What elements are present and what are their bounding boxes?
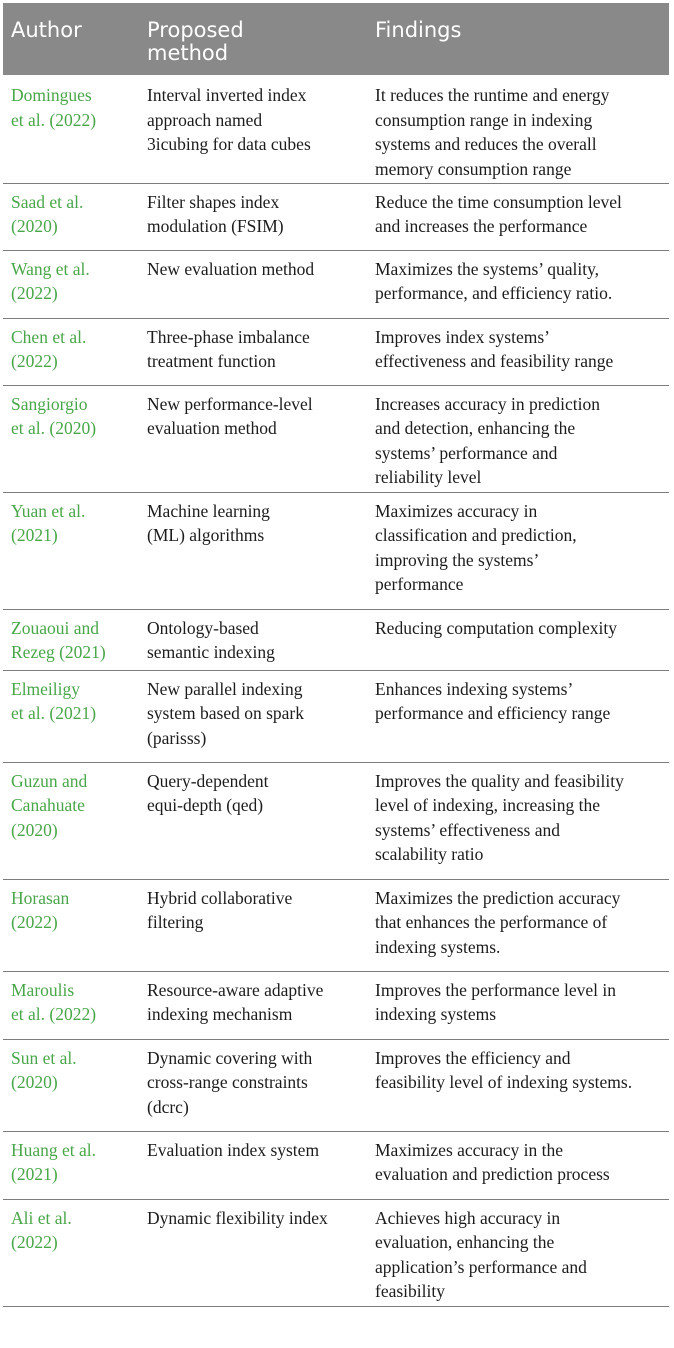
method-line: Hybrid collaborative bbox=[147, 887, 293, 908]
author-line: et al. (2021) bbox=[11, 703, 97, 723]
cell-findings bbox=[367, 385, 669, 492]
method-line: Dynamic covering with bbox=[147, 1047, 313, 1068]
cell-method bbox=[139, 609, 367, 670]
table-row bbox=[3, 1039, 669, 1131]
author-line: Chen et al. bbox=[11, 326, 87, 347]
findings-line: performance bbox=[375, 574, 464, 594]
cell-findings bbox=[367, 762, 669, 879]
table-row bbox=[3, 670, 669, 762]
author-line: (2021) bbox=[11, 1164, 58, 1184]
findings-line: Maximizes the prediction accuracy bbox=[375, 887, 621, 908]
method-line: treatment function bbox=[147, 351, 276, 371]
cell-findings bbox=[367, 183, 669, 250]
header-findings bbox=[367, 3, 669, 75]
header-row bbox=[3, 3, 669, 75]
cell-method bbox=[139, 1199, 367, 1306]
author-line: et al. (2022) bbox=[11, 1004, 97, 1024]
findings-line: and detection, enhancing the bbox=[375, 418, 576, 438]
cell-method bbox=[139, 670, 367, 762]
method-line: equi-depth (qed) bbox=[147, 795, 264, 815]
findings-line: Improves the performance level in bbox=[375, 979, 617, 1000]
findings-line: reliability level bbox=[375, 467, 482, 487]
findings-line: systems’ performance and bbox=[375, 442, 558, 463]
method-line: New evaluation method bbox=[147, 258, 315, 279]
method-line: (parisss) bbox=[147, 727, 207, 748]
method-line: system based on spark bbox=[147, 703, 304, 723]
method-line: Filter shapes index bbox=[147, 191, 280, 212]
cell-method bbox=[139, 762, 367, 879]
table-row bbox=[3, 1131, 669, 1199]
author-line: (2020) bbox=[11, 1072, 58, 1092]
table-row bbox=[3, 385, 669, 492]
table-row bbox=[3, 971, 669, 1039]
findings-line: indexing systems bbox=[375, 1004, 497, 1024]
table-row bbox=[3, 492, 669, 609]
method-line: cross-range constraints bbox=[147, 1072, 308, 1092]
method-line: evaluation method bbox=[147, 418, 277, 438]
table-row bbox=[3, 183, 669, 250]
table-row bbox=[3, 75, 669, 183]
cell-method bbox=[139, 75, 367, 183]
findings-line: systems and reduces the overall bbox=[375, 134, 597, 154]
author-line: Ali et al. bbox=[11, 1207, 72, 1228]
method-line: New parallel indexing bbox=[147, 678, 303, 699]
table-row bbox=[3, 318, 669, 385]
findings-line: Improves the efficiency and bbox=[375, 1047, 571, 1068]
author-line: et al. (2020) bbox=[11, 418, 97, 438]
author-line: Domingues bbox=[11, 85, 92, 105]
findings-line: evaluation, enhancing the bbox=[375, 1232, 555, 1252]
author-line: (2022) bbox=[11, 912, 58, 932]
findings-line: scalability ratio bbox=[375, 844, 484, 864]
author-line: Wang et al. bbox=[11, 258, 90, 279]
findings-line: Improves index systems’ bbox=[375, 326, 550, 347]
method-line: 3icubing for data cubes bbox=[147, 134, 311, 154]
author-line: Yuan et al. bbox=[11, 500, 86, 521]
cell-method bbox=[139, 1039, 367, 1131]
literature-table bbox=[3, 3, 669, 1307]
cell-findings bbox=[367, 971, 669, 1039]
cell-author bbox=[3, 492, 139, 609]
findings-line: and increases the performance bbox=[375, 216, 588, 236]
cell-method bbox=[139, 971, 367, 1039]
cell-findings bbox=[367, 670, 669, 762]
method-line: Query-dependent bbox=[147, 770, 269, 791]
author-line: Guzun and bbox=[11, 770, 88, 791]
cell-findings bbox=[367, 1039, 669, 1131]
findings-line: level of indexing, increasing the bbox=[375, 795, 600, 815]
findings-line: application’s performance and bbox=[375, 1256, 587, 1277]
findings-line: systems’ effectiveness and bbox=[375, 819, 560, 840]
findings-line: Increases accuracy in prediction bbox=[375, 393, 600, 414]
findings-line: It reduces the runtime and energy bbox=[375, 85, 610, 105]
cell-author bbox=[3, 75, 139, 183]
method-line: approach named bbox=[147, 109, 263, 130]
findings-line: Improves the quality and feasibility bbox=[375, 770, 624, 791]
cell-method bbox=[139, 385, 367, 492]
cell-author bbox=[3, 250, 139, 318]
findings-line: Maximizes the systems’ quality, bbox=[375, 258, 600, 279]
author-line: Sangiorgio bbox=[11, 393, 88, 414]
author-line: Sun et al. bbox=[11, 1047, 77, 1068]
method-line: New performance-level bbox=[147, 393, 313, 414]
findings-line: Enhances indexing systems’ bbox=[375, 678, 574, 699]
method-line: (ML) algorithms bbox=[147, 525, 265, 545]
header-author-label: Author bbox=[11, 18, 82, 42]
table-row bbox=[3, 1199, 669, 1306]
method-line: semantic indexing bbox=[147, 642, 275, 662]
cell-author bbox=[3, 1131, 139, 1199]
findings-line: improving the systems’ bbox=[375, 549, 540, 570]
findings-line: consumption range in indexing bbox=[375, 109, 593, 130]
author-line: et al. (2022) bbox=[11, 109, 97, 130]
cell-method bbox=[139, 1131, 367, 1199]
author-line: Elmeiligy bbox=[11, 678, 81, 699]
findings-line: that enhances the performance of bbox=[375, 912, 608, 932]
cell-findings bbox=[367, 1199, 669, 1306]
author-line: Canahuate bbox=[11, 795, 85, 815]
cell-findings bbox=[367, 879, 669, 971]
table-header bbox=[3, 3, 669, 75]
author-line: Maroulis bbox=[11, 979, 75, 1000]
method-line: indexing mechanism bbox=[147, 1004, 293, 1024]
cell-author bbox=[3, 183, 139, 250]
cell-findings bbox=[367, 492, 669, 609]
cell-author bbox=[3, 318, 139, 385]
cell-author bbox=[3, 879, 139, 971]
method-line: (dcrc) bbox=[147, 1096, 189, 1117]
author-line: (2022) bbox=[11, 351, 58, 371]
author-line: Rezeg (2021) bbox=[11, 642, 106, 662]
header-author bbox=[3, 3, 139, 75]
findings-line: performance and efficiency range bbox=[375, 703, 611, 723]
cell-method bbox=[139, 318, 367, 385]
method-line: Dynamic flexibility index bbox=[147, 1207, 328, 1228]
findings-line: Maximizes accuracy in the bbox=[375, 1139, 564, 1160]
author-line: (2021) bbox=[11, 525, 58, 545]
findings-line: classification and prediction, bbox=[375, 525, 577, 545]
header-proposed-method bbox=[139, 3, 367, 75]
cell-method bbox=[139, 492, 367, 609]
findings-line: Maximizes accuracy in bbox=[375, 500, 538, 521]
findings-line: effectiveness and feasibility range bbox=[375, 351, 614, 371]
header-method-line1: Proposed bbox=[147, 18, 244, 42]
findings-line: performance, and efficiency ratio. bbox=[375, 283, 613, 303]
findings-line: feasibility level of indexing systems. bbox=[375, 1072, 633, 1092]
author-line: (2022) bbox=[11, 283, 58, 303]
author-line: Saad et al. bbox=[11, 191, 84, 212]
method-line: Machine learning bbox=[147, 500, 270, 521]
findings-line: Achieves high accuracy in bbox=[375, 1207, 561, 1228]
author-line: Huang et al. bbox=[11, 1139, 97, 1160]
author-line: Horasan bbox=[11, 887, 70, 908]
cell-findings bbox=[367, 1131, 669, 1199]
cell-author bbox=[3, 971, 139, 1039]
cell-author bbox=[3, 1199, 139, 1306]
cell-findings bbox=[367, 75, 669, 183]
table-row bbox=[3, 609, 669, 670]
table-body bbox=[3, 75, 669, 1306]
cell-findings bbox=[367, 250, 669, 318]
table-row bbox=[3, 879, 669, 971]
author-line: (2022) bbox=[11, 1232, 58, 1252]
method-line: modulation (FSIM) bbox=[147, 216, 284, 236]
cell-findings bbox=[367, 318, 669, 385]
method-line: Three-phase imbalance bbox=[147, 326, 310, 347]
findings-line: Reducing computation complexity bbox=[375, 617, 618, 638]
header-findings-label: Findings bbox=[375, 18, 462, 42]
findings-line: Reduce the time consumption level bbox=[375, 191, 622, 212]
method-line: Ontology-based bbox=[147, 617, 259, 638]
findings-line: indexing systems. bbox=[375, 936, 501, 957]
cell-author bbox=[3, 609, 139, 670]
findings-line: feasibility bbox=[375, 1281, 445, 1301]
cell-author bbox=[3, 762, 139, 879]
cell-method bbox=[139, 250, 367, 318]
method-line: Evaluation index system bbox=[147, 1139, 320, 1160]
method-line: Resource-aware adaptive bbox=[147, 979, 324, 1000]
header-method-line2: method bbox=[147, 41, 229, 65]
table-row bbox=[3, 762, 669, 879]
cell-method bbox=[139, 183, 367, 250]
author-line: (2020) bbox=[11, 216, 58, 236]
table-row bbox=[3, 250, 669, 318]
cell-author bbox=[3, 1039, 139, 1131]
findings-line: evaluation and prediction process bbox=[375, 1164, 610, 1184]
method-line: filtering bbox=[147, 912, 204, 932]
findings-line: memory consumption range bbox=[375, 158, 572, 179]
cell-method bbox=[139, 879, 367, 971]
cell-author bbox=[3, 385, 139, 492]
author-line: (2020) bbox=[11, 819, 58, 840]
method-line: Interval inverted index bbox=[147, 85, 307, 105]
cell-findings bbox=[367, 609, 669, 670]
author-line: Zouaoui and bbox=[11, 617, 99, 638]
cell-author bbox=[3, 670, 139, 762]
